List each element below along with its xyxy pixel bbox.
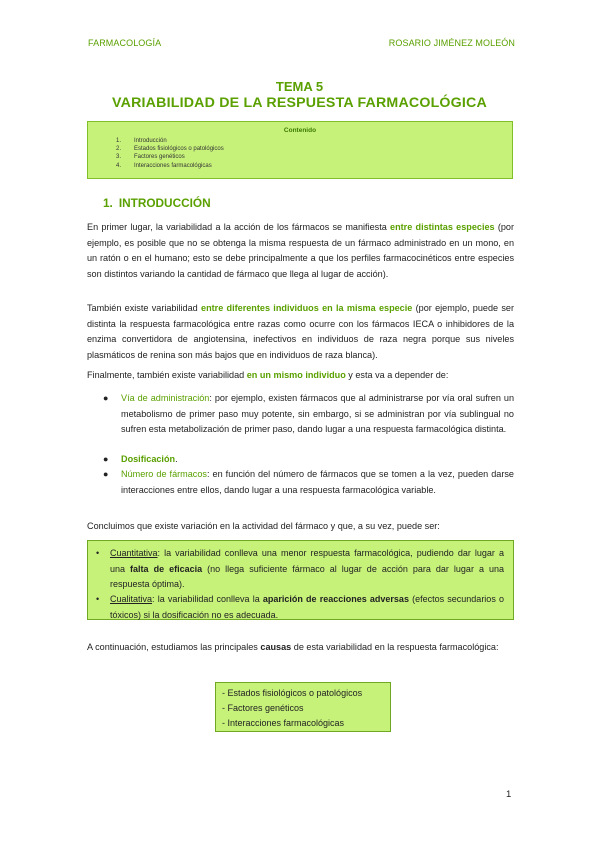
highlight-text: entre distintas especies — [390, 222, 495, 232]
contents-list — [88, 137, 512, 170]
text-run: y esta va a depender de: — [345, 370, 449, 380]
cause-item: - Estados fisiológicos o patológicos — [222, 688, 363, 698]
contents-item-text: Introducción — [134, 138, 167, 144]
contents-item — [88, 137, 512, 145]
topic-number: TEMA 5 — [275, 79, 324, 94]
contents-item-text: Interacciones farmacológicas — [134, 162, 212, 169]
bullet-icon: • — [96, 548, 100, 558]
text-run: También existe variabilidad — [87, 303, 202, 313]
item-label: Cuantitativa — [110, 548, 158, 558]
bullet-item — [103, 452, 514, 468]
highlight-text: entre diferentes individuos en la misma especie — [201, 303, 413, 313]
bullet-icon: ● — [103, 393, 109, 403]
contents-title: Contenido — [283, 127, 317, 134]
contents-box — [87, 121, 513, 179]
contents-item-number: 3. — [116, 154, 122, 161]
contents-item-number: 2. — [116, 146, 122, 153]
contents-item-number: 1. — [116, 138, 122, 144]
paragraph-conclusion: Concluimos que existe variación en la actividad del fármaco y que, a su vez, puede ser: — [87, 521, 440, 531]
page-title: VARIABILIDAD DE LA RESPUESTA FARMACOLÓGICA — [112, 95, 487, 111]
paragraph-species — [87, 220, 514, 282]
text-run: (por ejemplo, es posible que no se obtenga la misma respuesta de un fármaco administrado en un mono, en un ratón o en el humano; esto se debe principalmente a que los perfiles farmacocinéticos entre especies son distintos variando la cantidad de fármaco que llega al lugar de acción). — [87, 222, 515, 279]
text-run: (no llega suficiente fármaco al lugar de acción para dar lugar a una respuesta óptima). — [110, 563, 504, 589]
paragraph-causes-intro — [87, 640, 514, 656]
text-run: : la variabilidad conlleva una menor respuesta farmacológica, pudiendo dar lugar a una — [110, 548, 504, 574]
bullet-item — [103, 391, 514, 438]
highlight-text: Vía de administración — [121, 393, 210, 403]
text-run: A continuación, estudiamos las principales — [87, 642, 261, 652]
causes-box — [215, 682, 391, 732]
running-header-right: ROSARIO JIMÉNEZ MOLEÓN — [388, 38, 515, 48]
bullet-icon: ● — [103, 469, 109, 479]
bullet-icon: ● — [103, 454, 109, 464]
paragraph-same-individual — [87, 368, 514, 384]
highlight-text: Dosificación — [121, 454, 176, 464]
text-run: (efectos secundarios o tóxicos) si la dosificación no es adecuada. — [110, 594, 504, 620]
paragraph-individuals — [87, 301, 514, 363]
page-number: 1 — [506, 789, 512, 800]
text-run: : por ejemplo, existen fármacos que al administrarse por vía oral sufren un metabolismo de primer paso muy potente, sin embargo, si se administran por vía sublingual no sufren esta metabolización de primer paso, dando lugar a una respuesta farmacológica distinta. — [121, 393, 514, 434]
text-run: de esta variabilidad en la respuesta farmacológica: — [291, 642, 499, 652]
contents-item-number: 4. — [116, 162, 122, 169]
variation-item-qualitative — [96, 592, 504, 623]
contents-item-text: Estados fisiológicos o patológicos — [134, 146, 224, 153]
text-run: Finalmente, también existe variabilidad — [87, 370, 247, 380]
highlight-text: en un mismo individuo — [246, 370, 346, 380]
bullet-item — [103, 467, 514, 498]
contents-item-text: Factores genéticos — [134, 154, 185, 161]
highlight-text: Número de fármacos — [121, 469, 207, 479]
text-run: : la variabilidad conlleva la — [152, 594, 263, 604]
variation-item-quantitative — [96, 546, 504, 593]
cause-item: - Interacciones farmacológicas — [222, 718, 345, 728]
section-title: INTRODUCCIÓN — [118, 196, 211, 210]
bold-text: causas — [260, 642, 292, 652]
cause-item: - Factores genéticos — [222, 703, 304, 713]
bullet-icon: • — [96, 594, 100, 604]
item-label: Cualitativa — [110, 594, 153, 604]
bold-text: falta de eficacia — [130, 563, 203, 574]
running-header-left: FARMACOLOGÍA — [88, 38, 162, 48]
text-run: En primer lugar, la variabilidad a la acción de los fármacos se manifiesta — [87, 222, 391, 232]
section-heading — [103, 196, 211, 210]
bold-text: aparición de reacciones adversas — [262, 594, 409, 604]
text-run: (por ejemplo, puede ser distinta la respuesta farmacológica entre razas como ocurre con los fármacos IECA o inhibidores de la enzima convertidora de angiotensina, inefectivos en individuos de raza negra porque sus niveles plasmáticos de renina son más bajos que en individuos de raza blanca). — [87, 303, 514, 360]
text-run: . — [175, 454, 178, 464]
contents-item — [88, 145, 512, 153]
contents-item — [88, 153, 512, 161]
variation-types-box — [87, 540, 514, 620]
text-run: : en función del número de fármacos que se tomen a la vez, pueden darse interacciones entre ellos, dando lugar a una respuesta farmacológica variable. — [121, 469, 514, 495]
contents-item — [88, 162, 512, 170]
section-number: 1. — [103, 196, 113, 210]
